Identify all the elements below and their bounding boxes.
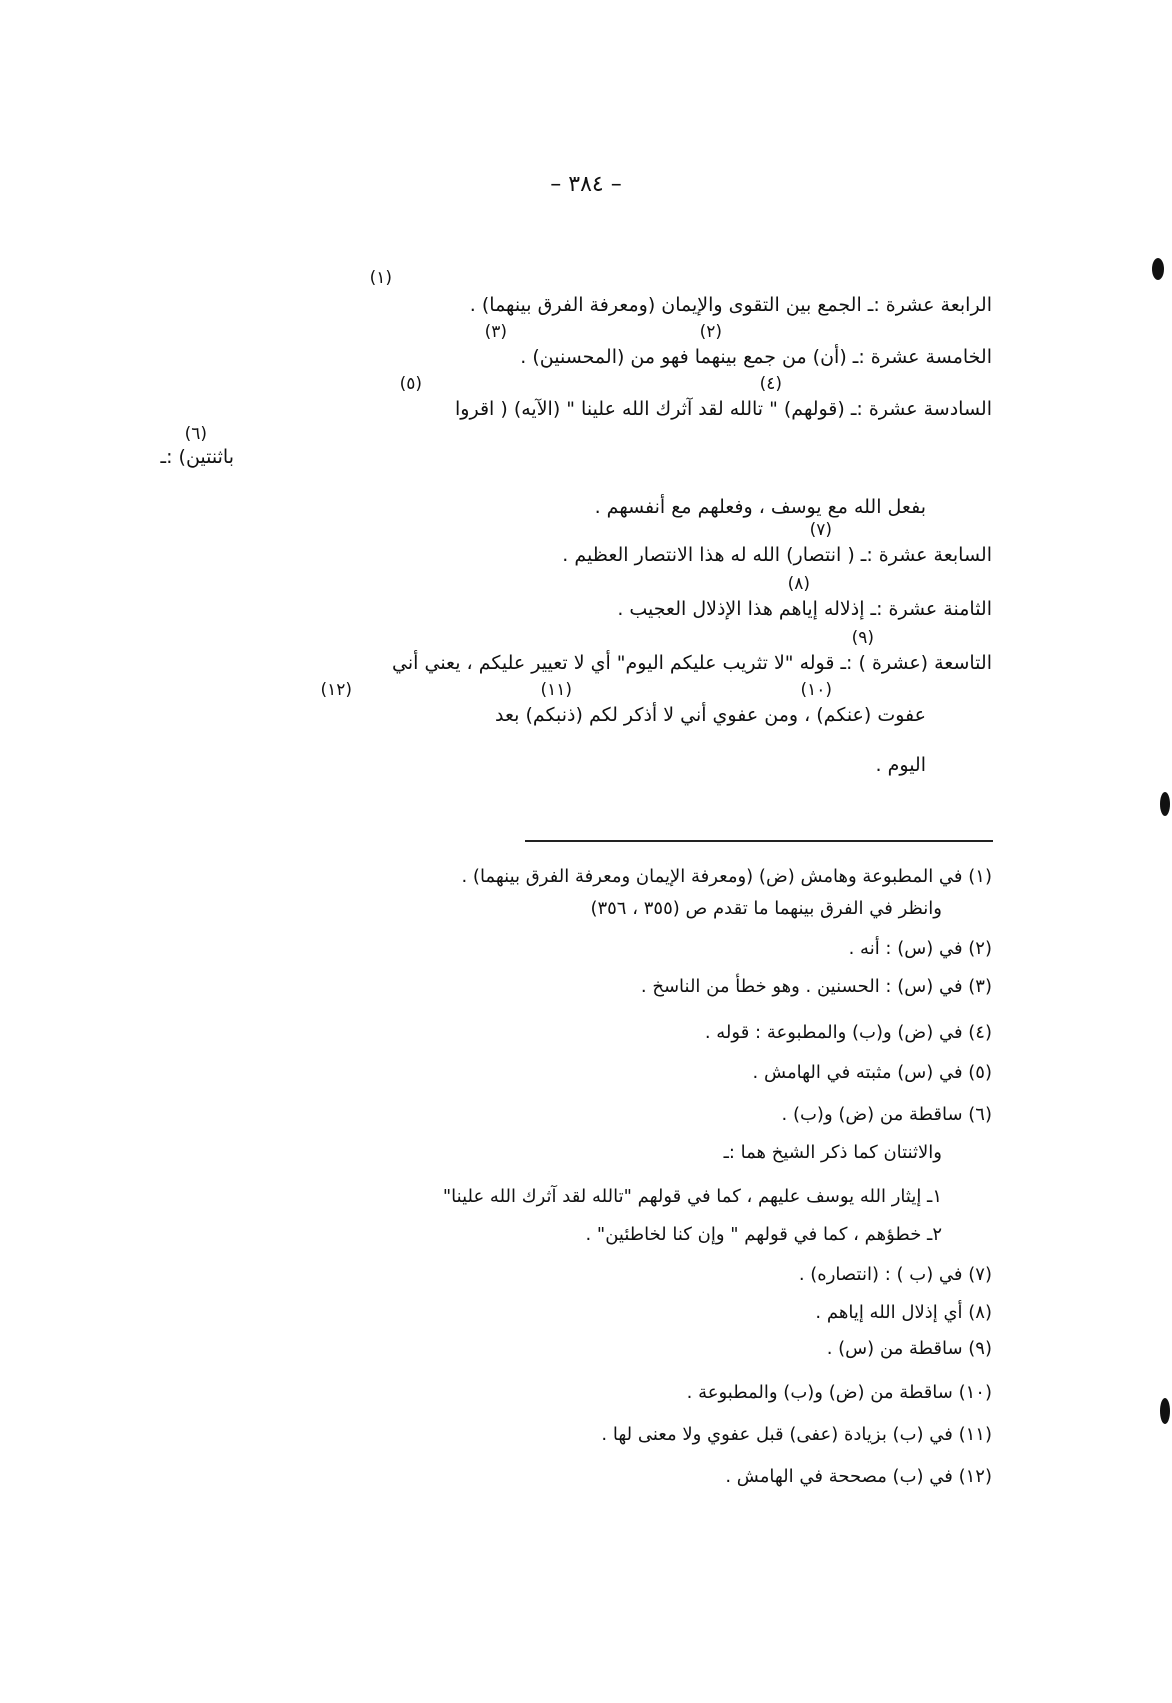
footnote-11: (١١) في (ب) بزيادة (عفى) قبل عفوي ولا معنى لها . bbox=[601, 1424, 992, 1445]
line-19th: التاسعة (عشرة ) :ـ قوله "لا تثريب عليكم اليوم" أي لا تعيير عليكم ، يعني أني bbox=[392, 652, 992, 674]
footnote-4: (٤) في (ض) و(ب) والمطبوعة : قوله . bbox=[704, 1022, 992, 1043]
footnote-2: (٢) في (س) : أنه . bbox=[848, 938, 992, 959]
footnote-10: (١٠) ساقطة من (ض) و(ب) والمطبوعة . bbox=[686, 1382, 992, 1403]
page-number: – ٣٨٤ – bbox=[550, 172, 622, 197]
footnote-ref-11: (١١) bbox=[540, 680, 572, 700]
footnote-ref-12: (١٢) bbox=[320, 680, 352, 700]
footnote-1: (١) في المطبوعة وهامش (ض) (ومعرفة الإيمان ومعرفة الفرق بينهما) . bbox=[461, 866, 992, 887]
footnote-1-cont: وانظر في الفرق بينهما ما تقدم ص (٣٥٥ ، ٣٥٦) bbox=[590, 898, 942, 919]
footnote-divider bbox=[525, 840, 993, 842]
scan-edge-mark-top bbox=[1152, 258, 1164, 280]
line-17th: السابعة عشرة :ـ ( انتصار) الله له هذا الانتصار العظيم . bbox=[562, 544, 992, 566]
line-16th: السادسة عشرة :ـ (قولهم) " تالله لقد آثرك الله علينا " (الآيه) ( اقروا bbox=[455, 398, 992, 420]
footnote-6-item-2: ٢ـ خطؤهم ، كما في قولهم " وإن كنا لخاطئين" . bbox=[585, 1224, 942, 1245]
footnote-ref-2: (٢) bbox=[699, 322, 722, 342]
footnote-3: (٣) في (س) : الحسنين . وهو خطأ من الناسخ . bbox=[640, 976, 992, 997]
footnote-8: (٨) أي إذلال الله إياهم . bbox=[815, 1302, 992, 1323]
footnote-ref-5: (٥) bbox=[399, 374, 422, 394]
footnote-ref-8: (٨) bbox=[787, 574, 810, 594]
footnote-ref-9: (٩) bbox=[851, 628, 874, 648]
line-15th: الخامسة عشرة :ـ (أن) من جمع بينهما فهو من (المحسنين) . bbox=[520, 346, 992, 368]
line-19th-cont: عفوت (عنكم) ، ومن عفوي أني لا أذكر لكم (ذنبكم) بعد bbox=[495, 704, 926, 726]
footnote-9: (٩) ساقطة من (س) . bbox=[826, 1338, 992, 1359]
line-18th: الثامنة عشرة :ـ إذلاله إياهم هذا الإذلال العجيب . bbox=[617, 598, 992, 620]
line-16th-detail: بفعل الله مع يوسف ، وفعلهم مع أنفسهم . bbox=[594, 496, 926, 518]
footnote-ref-4: (٤) bbox=[759, 374, 782, 394]
scan-edge-mark-bottom bbox=[1160, 1398, 1170, 1424]
footnote-12: (١٢) في (ب) مصححة في الهامش . bbox=[725, 1466, 992, 1487]
footnote-6-cont: والاثنتان كما ذكر الشيخ هما :ـ bbox=[723, 1142, 942, 1163]
footnote-ref-6: (٦) bbox=[184, 424, 207, 444]
footnote-6-item-1: ١ـ إيثار الله يوسف عليهم ، كما في قولهم "تالله لقد آثرك الله علينا" bbox=[442, 1186, 942, 1207]
line-14th: الرابعة عشرة :ـ الجمع بين التقوى والإيمان (ومعرفة الفرق بينهما) . bbox=[469, 294, 992, 316]
footnote-ref-3: (٣) bbox=[484, 322, 507, 342]
footnote-ref-7: (٧) bbox=[809, 520, 832, 540]
line-19th-end: اليوم . bbox=[875, 754, 926, 776]
scan-edge-mark-middle bbox=[1160, 792, 1170, 816]
footnote-7: (٧) في (ب ) : (انتصاره) . bbox=[798, 1264, 992, 1285]
footnote-5: (٥) في (س) مثبته في الهامش . bbox=[752, 1062, 992, 1083]
footnote-6: (٦) ساقطة من (ض) و(ب) . bbox=[781, 1104, 992, 1125]
footnote-ref-10: (١٠) bbox=[800, 680, 832, 700]
footnote-ref-1: (١) bbox=[369, 268, 392, 288]
line-16th-cont: باثنتين) :ـ bbox=[160, 446, 234, 468]
